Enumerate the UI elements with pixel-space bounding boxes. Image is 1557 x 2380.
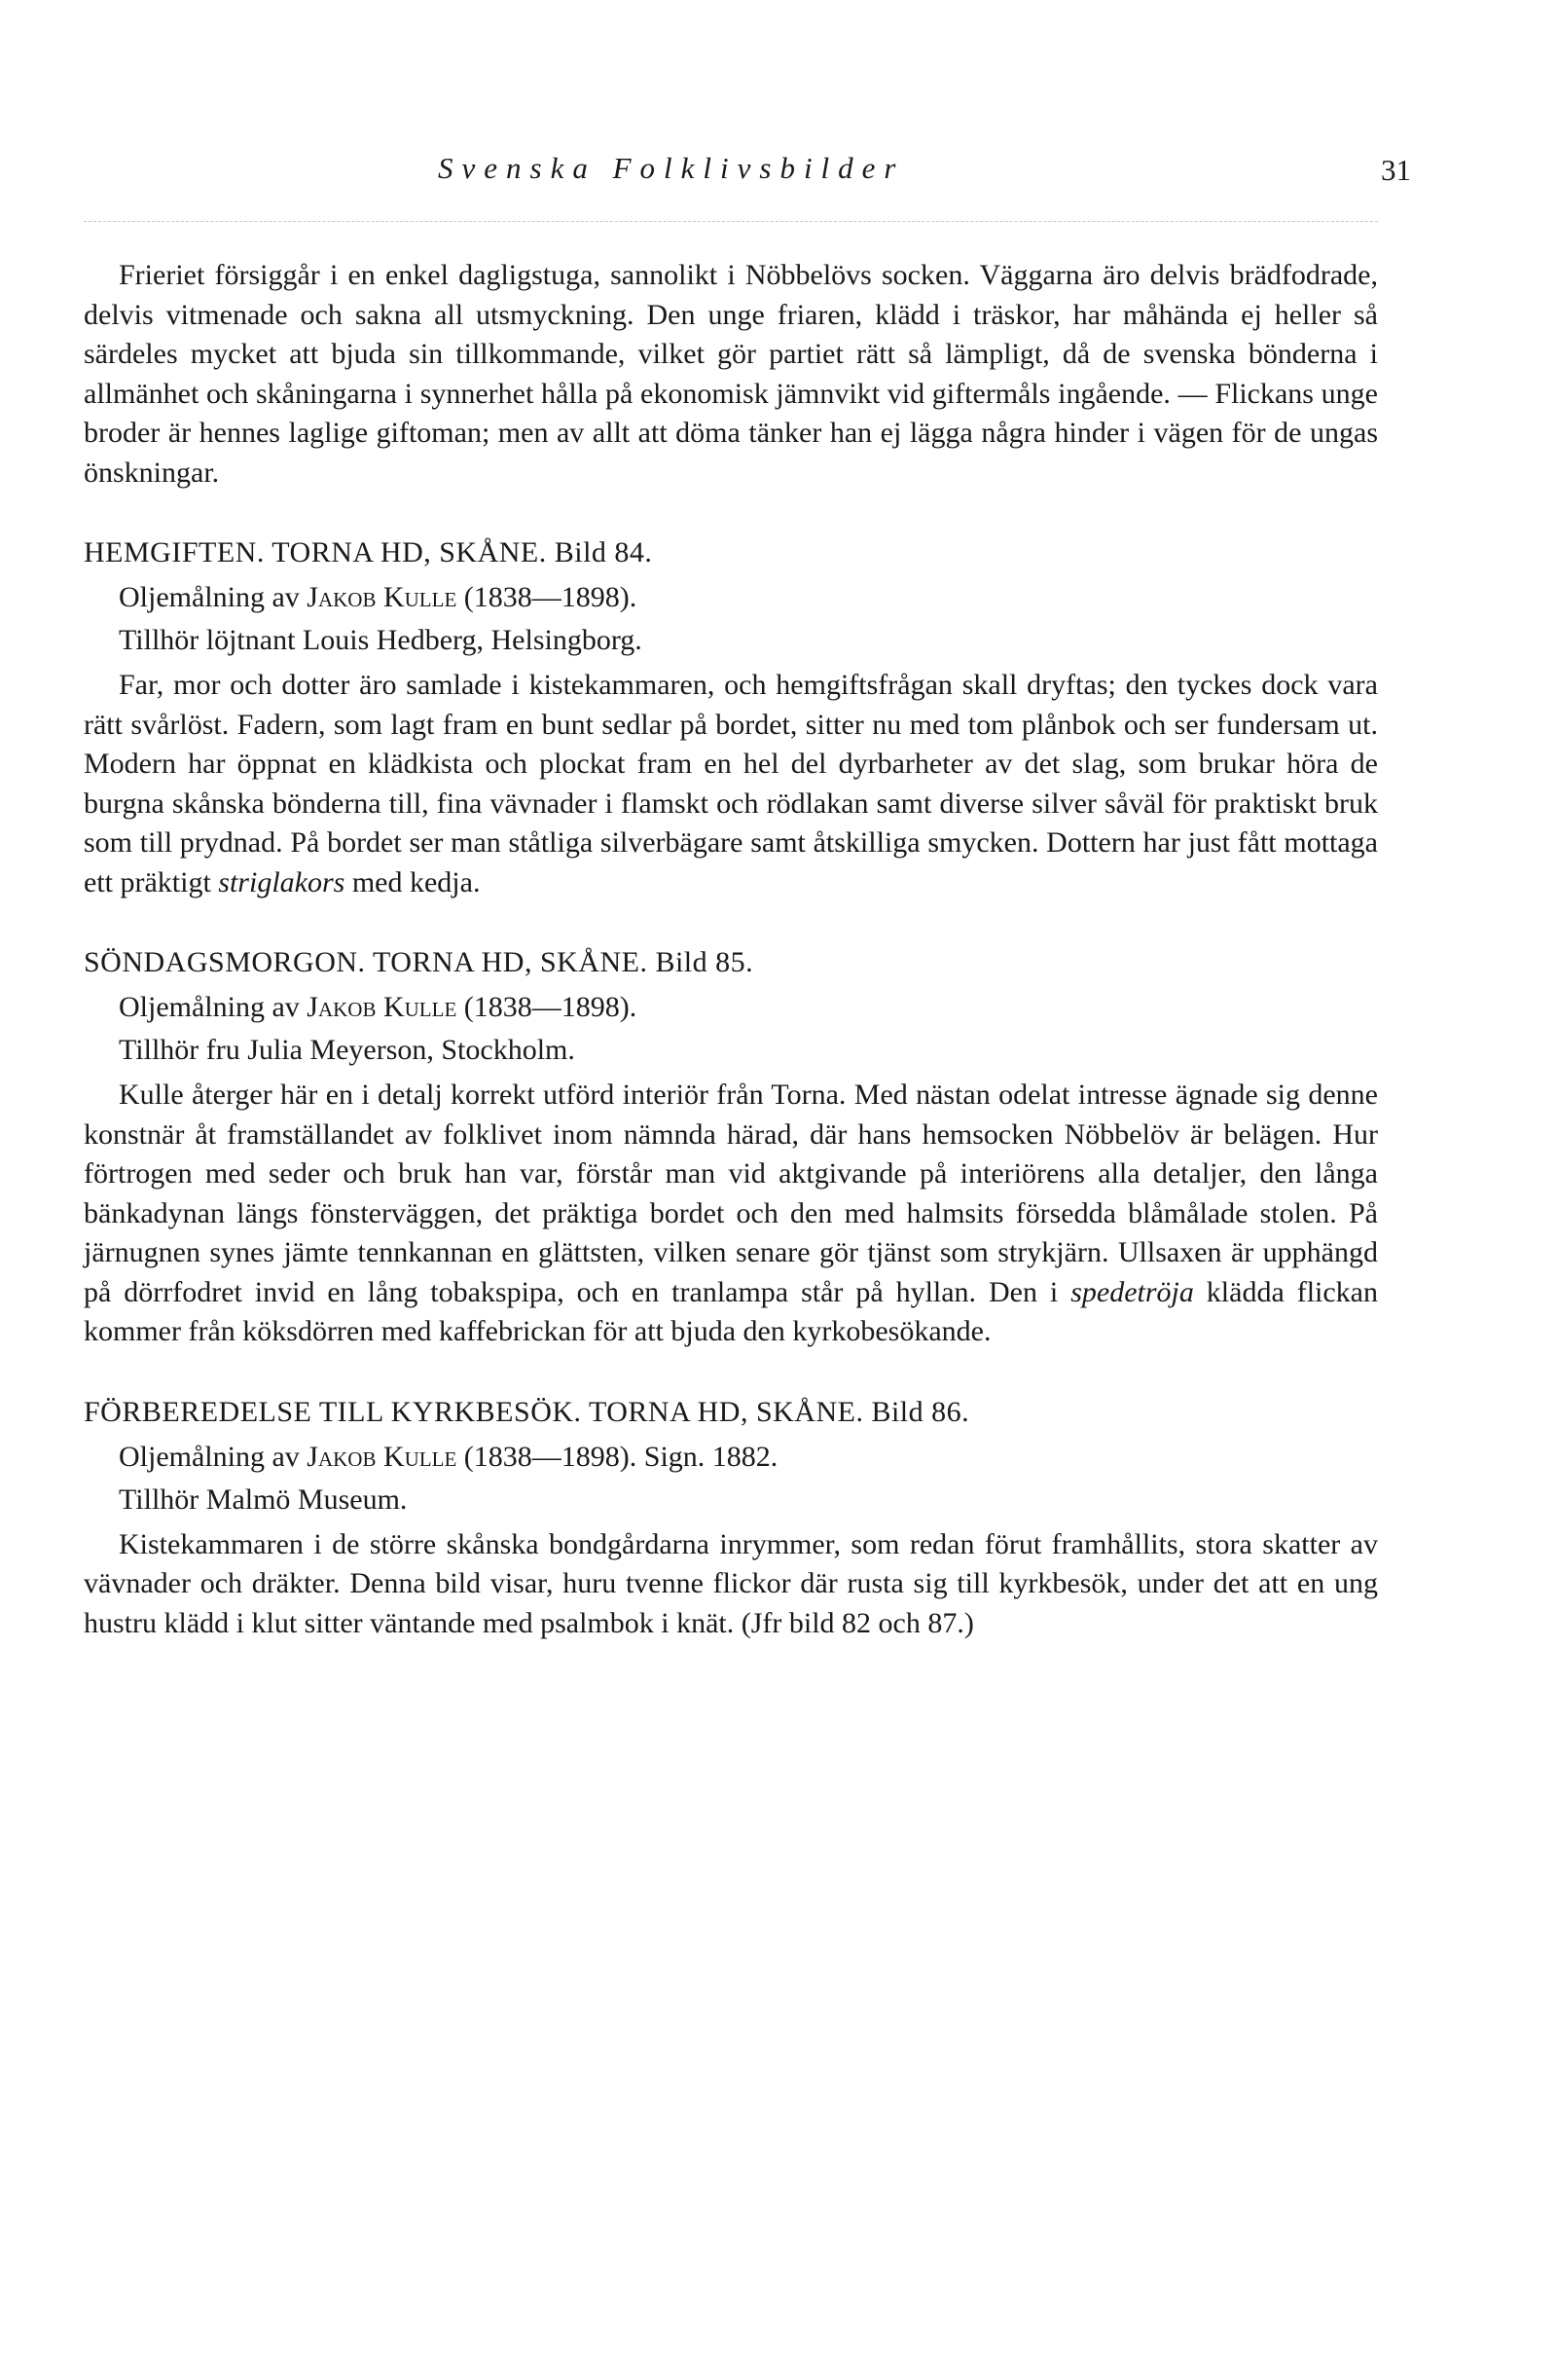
running-head — [0, 151, 1557, 209]
medium-suffix: (1838—1898). Sign. 1882. — [456, 1440, 778, 1473]
entry-medium — [84, 576, 1378, 619]
entry-heading: FÖRBEREDELSE TILL KYRKBESÖK. TORNA HD, SKÅNE. Bild 86. — [84, 1395, 970, 1428]
entry-heading: HEMGIFTEN. TORNA HD, SKÅNE. Bild 84. — [84, 536, 653, 568]
entry-owner: Tillhör Malmö Museum. — [119, 1483, 408, 1516]
description-text-end: med kedja. — [344, 865, 481, 898]
medium-prefix: Oljemålning av — [119, 991, 308, 1023]
entry-bild-85 — [84, 943, 1378, 1352]
entry-bild-86 — [84, 1393, 1378, 1644]
entry-description — [84, 1076, 1378, 1352]
medium-prefix: Oljemålning av — [119, 1440, 308, 1473]
entry-heading: SÖNDAGSMORGON. TORNA HD, SKÅNE. Bild 85. — [84, 946, 754, 978]
artist-name: Jakob Kulle — [307, 581, 457, 613]
running-title: Svenska Folklivsbilder — [438, 151, 905, 185]
artist-name: Jakob Kulle — [307, 991, 457, 1023]
medium-suffix: (1838—1898). — [456, 581, 637, 613]
medium-suffix: (1838—1898). — [456, 991, 637, 1023]
entry-medium — [84, 1436, 1378, 1479]
page-number: 31 — [1381, 153, 1411, 187]
entry-description — [84, 666, 1378, 902]
entry-medium — [84, 986, 1378, 1029]
text-column — [84, 256, 1378, 1643]
entry-description — [84, 1525, 1378, 1644]
description-text: Kistekammaren i de större skånska bondgårdarna inrymmer, som redan förut framhållits, stora skatter av vävnader och dräkter. Denna bild visar, huru tvenne flickor där rusta sig till kyrkbesök, under det att en ung hustru klädd i klut sitter väntande med psalmbok i knät. (Jfr bild 82 och 87.) — [84, 1527, 1378, 1639]
intro-paragraph: Frieriet försiggår i en enkel dagligstuga, sannolikt i Nöbbelövs socken. Väggarna äro delvis brädfodrade, delvis vitmenade och sakna all utsmyckning. Den unge friaren, klädd i träskor, har måhända ej heller så särdeles mycket att bjuda sin tillkommande, vilket gör partiet rätt så lämpligt, då de svenska bönderna i allmänhet och skåningarna i synnerhet hålla på ekonomisk jämnvikt vid giftermåls ingående. — Flickans unge broder är hennes laglige giftoman; men av allt att döma tänker han ej lägga några hinder i vägen för de ungas önskningar. — [84, 259, 1378, 489]
description-text: Far, mor och dotter äro samlade i kistekammaren, och hemgiftsfrågan skall dryftas; den tyckes dock vara rätt svårlöst. Fadern, som lagt fram en bunt sedlar på bordet, sitter nu med tom plånbok och ser fundersam ut. Modern har öppnat en klädkista och plockat fram en hel del dyrbarheter av det slag, som brukar höra de burgna skånska bönderna till, fina vävnader i flamskt och rödlakan samt diverse silver såväl för praktiskt bruk som till prydnad. På bordet ser man ståtliga silverbägare samt åtskilliga smycken. Dottern har just fått mottaga ett präktigt — [84, 669, 1378, 898]
artist-name: Jakob Kulle — [307, 1440, 457, 1473]
entry-owner: Tillhör löjtnant Louis Hedberg, Helsingborg. — [119, 624, 642, 656]
description-text-end: klädda flickan kommer från köksdörren med kaffebrickan för att bjuda den kyrkobesökande. — [84, 1275, 1378, 1347]
entry-owner: Tillhör fru Julia Meyerson, Stockholm. — [119, 1034, 575, 1066]
description-text: Kulle återger här en i detalj korrekt utförd interiör från Torna. Med nästan odelat intresse ägnade sig denne konstnär åt framställandet av folklivet inom nämnda härad, där hans hemsocken Nöbbelöv är belägen. Hur förtrogen med seder och bruk han var, förstår man vid aktgivande på interiörens alla detaljer, den långa bänkadynan längs fönsterväggen, det präktiga bordet och den med halmsits försedda blåmålade stolen. På järnugnen synes jämte tennkannan en glättsten, vilken senare gör tjänst som strykjärn. Ullsaxen är upphängd på dörrfodret invid en lång tobakspipa, och en tranlampa står på hyllan. Den i — [84, 1079, 1378, 1308]
entry-bild-84 — [84, 533, 1378, 902]
header-rule — [84, 221, 1378, 222]
description-italic-term: spedetröja — [1070, 1275, 1194, 1308]
description-italic-term: striglakors — [218, 865, 345, 898]
medium-prefix: Oljemålning av — [119, 581, 308, 613]
